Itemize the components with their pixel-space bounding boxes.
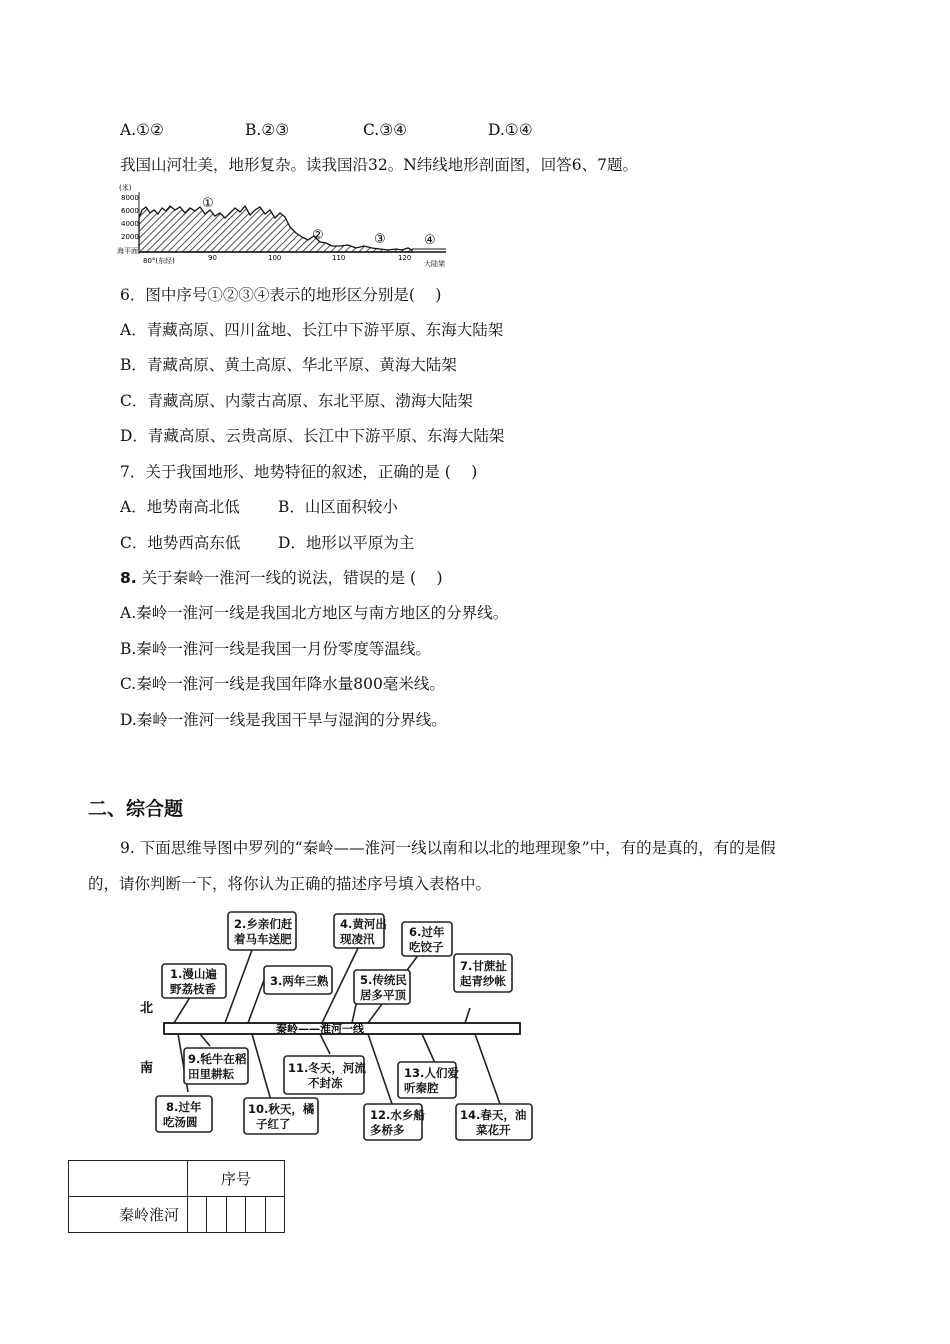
svg-text:子红了: 子红了 (256, 1117, 291, 1131)
svg-text:田里耕耘: 田里耕耘 (188, 1067, 234, 1081)
svg-text:7.甘蔗扯: 7.甘蔗扯 (460, 959, 507, 973)
table-header-row (69, 1161, 285, 1197)
q8-option-c: C.秦岭一淮河一线是我国年降水量800毫米线。 (120, 675, 445, 693)
qinling-huaihe-mindmap (130, 908, 540, 1144)
q8-stem (120, 568, 443, 588)
svg-text:居多平顶: 居多平顶 (360, 988, 406, 1002)
mindmap-box-14 (456, 1104, 532, 1140)
svg-text:10.秋天，橘: 10.秋天，橘 (248, 1102, 315, 1116)
svg-text:14.春天，油: 14.春天，油 (460, 1108, 527, 1122)
answer-cell-2[interactable] (207, 1197, 226, 1233)
mindmap-box-7 (454, 954, 512, 992)
answer-table (68, 1160, 285, 1233)
svg-text:9.牦牛在稻: 9.牦牛在稻 (188, 1052, 247, 1066)
q7-stem: 7．关于我国地形、地势特征的叙述，正确的是 ( ) (120, 463, 478, 481)
mindmap-box-1 (162, 964, 226, 998)
svg-text:现凌汛: 现凌汛 (340, 932, 375, 946)
region-mark-3: ③ (374, 232, 386, 247)
table-corner-cell (69, 1161, 188, 1197)
mindmap-box-10 (244, 1098, 318, 1134)
svg-text:菜花开: 菜花开 (476, 1123, 511, 1137)
x-tick-120: 120 (398, 254, 412, 262)
y-tick-2000: 2000 (121, 233, 139, 241)
svg-text:11.冬天，河流: 11.冬天，河流 (288, 1061, 366, 1075)
q6-option-a: A．青藏高原、四川盆地、长江中下游平原、东海大陆架 (120, 321, 504, 339)
mindmap-box-13 (398, 1062, 459, 1098)
q6-option-c: C．青藏高原、内蒙古高原、东北平原、渤海大陆架 (120, 392, 473, 410)
q8-number: 8. (120, 569, 137, 587)
q7-option-a: A．地势南高北低 (120, 498, 240, 516)
q6-stem: 6．图中序号①②③④表示的地形区分别是( ) (120, 286, 442, 304)
mindmap-box-2 (228, 912, 296, 950)
svg-text:6.过年: 6.过年 (409, 925, 445, 939)
mindmap-box-11 (284, 1056, 366, 1094)
mindmap-box-4 (334, 914, 387, 948)
south-label: 南 (140, 1061, 154, 1076)
continental-shelf-label: 大陆架 (424, 260, 445, 268)
q8-option-a: A.秦岭一淮河一线是我国北方地区与南方地区的分界线。 (120, 604, 509, 622)
q8-option-b: B.秦岭一淮河一线是我国一月份零度等温线。 (120, 640, 431, 658)
svg-text:4.黄河出: 4.黄河出 (340, 917, 387, 931)
svg-text:1.漫山遍: 1.漫山遍 (170, 967, 217, 981)
north-label: 北 (140, 1001, 154, 1016)
y-tick-4000: 4000 (121, 220, 139, 228)
q5-option-a: A.①② (120, 121, 164, 139)
svg-text:8.过年: 8.过年 (166, 1100, 202, 1114)
x-tick-80: 80°(东经) (143, 257, 175, 265)
q8-stem-text: 关于秦岭一淮河一线的说法，错误的是 ( ) (136, 569, 443, 587)
q5-option-c: C.③④ (363, 121, 408, 139)
answer-cell-3[interactable] (226, 1197, 245, 1233)
mindmap-box-5 (354, 970, 410, 1004)
mindmap-box-6 (402, 922, 452, 956)
mindmap-box-12 (364, 1104, 425, 1140)
svg-text:3.两年三熟: 3.两年三熟 (270, 974, 329, 988)
q6-option-b: B．青藏高原、黄土高原、华北平原、黄海大陆架 (120, 356, 457, 374)
svg-text:吃饺子: 吃饺子 (409, 940, 444, 954)
svg-text:多桥多: 多桥多 (370, 1123, 405, 1137)
svg-text:5.传统民: 5.传统民 (360, 973, 407, 987)
svg-text:野荔枝香: 野荔枝香 (170, 982, 216, 996)
mindmap-box-9 (184, 1048, 248, 1084)
x-tick-110: 110 (332, 254, 346, 262)
profile-intro: 我国山河壮美，地形复杂。读我国沿32。N纬线地形剖面图，回答6、7题。 (120, 156, 639, 174)
table-header-cell (188, 1161, 285, 1197)
answer-cell-4[interactable] (246, 1197, 265, 1233)
sea-level-label: 海平面 (117, 247, 138, 255)
x-tick-100: 100 (268, 254, 282, 262)
axis-label: 秦岭——淮河一线 (276, 1022, 364, 1036)
x-tick-90: 90 (208, 254, 217, 262)
q8-option-d: D.秦岭一淮河一线是我国干旱与湿润的分界线。 (120, 711, 447, 729)
region-mark-1: ① (202, 196, 214, 211)
q7-options-row2 (120, 533, 414, 553)
q5-option-d: D.①④ (488, 121, 533, 139)
table-header-label: 序号 (220, 1170, 251, 1188)
q7-option-d: D．地形以平原为主 (278, 534, 415, 552)
q7-options-row1 (120, 497, 398, 517)
svg-text:2.乡亲们赶: 2.乡亲们赶 (234, 917, 293, 931)
q5-option-b: B.②③ (245, 121, 290, 139)
q6-option-d: D．青藏高原、云贵高原、长江中下游平原、东海大陆架 (120, 427, 505, 445)
y-tick-6000: 6000 (121, 207, 139, 215)
mindmap-box-3 (264, 966, 332, 994)
section-title: 二、综合题 (88, 798, 184, 820)
y-tick-8000: 8000 (121, 194, 139, 202)
answer-cell-5[interactable] (265, 1197, 284, 1233)
terrain-profile-figure (112, 180, 452, 270)
region-mark-4: ④ (424, 233, 436, 248)
svg-text:吃汤圆: 吃汤圆 (163, 1115, 198, 1129)
mindmap-box-8 (156, 1096, 212, 1132)
y-unit-label: (米) (119, 184, 132, 192)
table-row-label: 秦岭淮河 (69, 1197, 188, 1233)
terrain-profile-shape (139, 206, 412, 252)
q5-options (120, 120, 533, 140)
svg-text:着马车送肥: 着马车送肥 (234, 932, 292, 946)
region-mark-2: ② (312, 228, 324, 243)
q9-line2: 的，请你判断一下，将你认为正确的描述序号填入表格中。 (88, 875, 492, 893)
table-row (69, 1197, 285, 1233)
svg-text:12.水乡船: 12.水乡船 (370, 1108, 425, 1122)
svg-text:不封冻: 不封冻 (308, 1076, 343, 1090)
svg-text:13.人们爱: 13.人们爱 (404, 1066, 459, 1080)
answer-cell-1[interactable] (188, 1197, 207, 1233)
q9-line1: 9. 下面思维导图中罗列的“秦岭——淮河一线以南和以北的地理现象”中，有的是真的，有的是假 (120, 839, 776, 857)
q7-option-c: C．地势西高东低 (120, 534, 241, 552)
svg-text:听秦腔: 听秦腔 (404, 1081, 439, 1095)
q7-option-b: B．山区面积较小 (278, 498, 398, 516)
svg-text:起青纱帐: 起青纱帐 (460, 974, 506, 988)
